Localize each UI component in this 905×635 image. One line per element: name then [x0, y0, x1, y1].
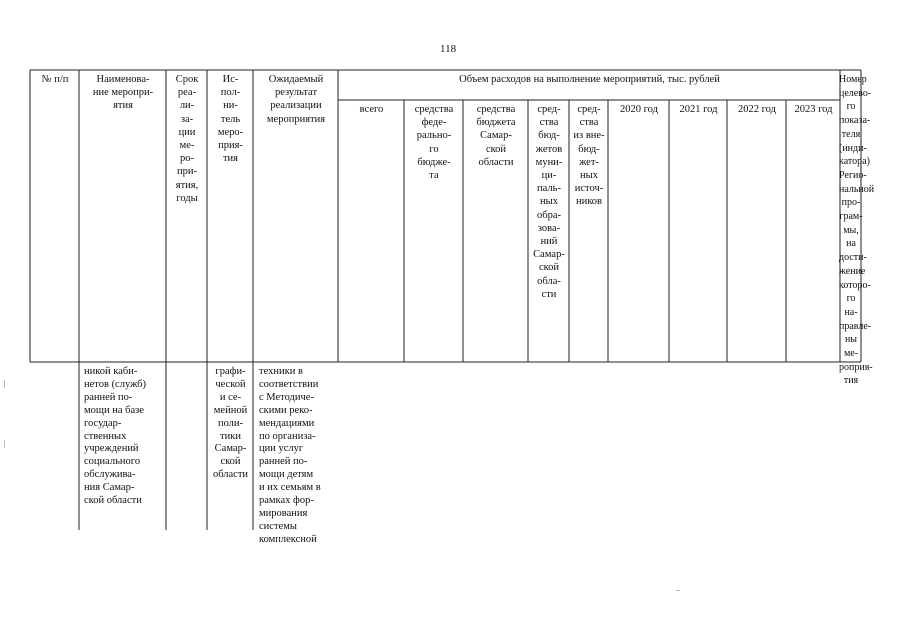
header-indicator: Номер целево- го показа- теля (инди- катора) Регио- нальной про- грам- мы, на дости- жение которо- го на- правле- ны ме- роприя- тия [839, 74, 875, 387]
header-total: всего [359, 104, 384, 115]
header-2023: 2023 год [794, 104, 833, 115]
page-number: 118 [440, 43, 457, 55]
header-num: № п/п [41, 74, 69, 85]
row-name: никой каби- нетов (служб) ранней по- мощи на базе государ- ственных учреждений социального обслужива- ния Самар- ской области [84, 366, 147, 507]
row-executor: графи- ческой и се- мейной поли- тики Самар- ской области [212, 366, 249, 481]
row-result: техники в соответствии с Методиче- скими реко- мендациями по организа- ции услуг ранней по- мощи детям и их семьям в рамках фор- мирования системы комплексной [259, 366, 321, 545]
header-federal: средства феде- рально- го бюдже- та [414, 104, 454, 182]
header-2021: 2021 год [679, 104, 718, 115]
scan-mark [4, 440, 5, 448]
scan-mark [4, 380, 5, 388]
header-2020: 2020 год [620, 104, 658, 115]
header-expenses-group: Объем расходов на выполнение мероприятий, тыс. рублей [459, 74, 720, 85]
header-result: Ожидаемый результат реализации мероприятия [266, 74, 326, 125]
header-2022: 2022 год [738, 104, 776, 115]
header-name: Наименова- ние меропри- ятия [92, 74, 154, 112]
header-municipal: сред- ства бюд- жетов муни- ци- паль- ных обра- зова- ний Самар- ской обла- сти [533, 104, 565, 300]
header-regional: средства бюджета Самар- ской области [476, 104, 516, 168]
header-term: Срок реа- ли- за- ции ме- ро- при- ятия, годы [175, 74, 199, 204]
header-executor: Ис- пол- ни- тель меро- прия- тия [217, 74, 244, 165]
header-external: сред- ства из вне- бюд- жет- ных источ- ников [573, 104, 605, 208]
scan-mark [676, 590, 680, 591]
